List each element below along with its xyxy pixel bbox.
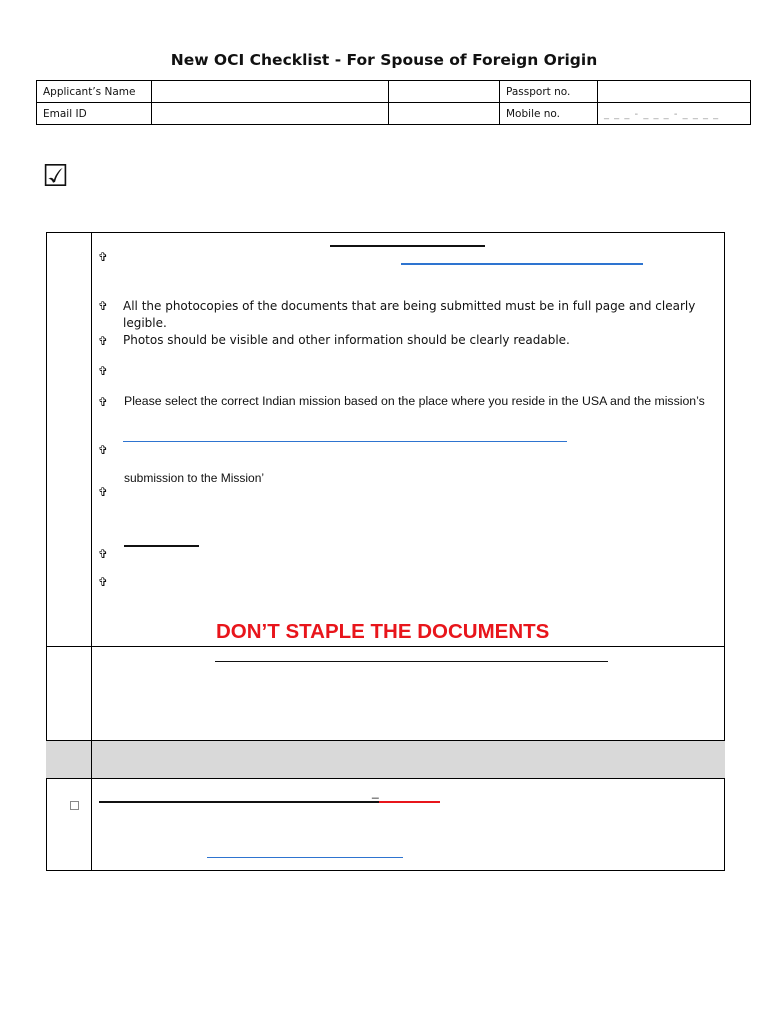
email-field[interactable] [152,103,389,125]
instruction-submission: submission to the Mission’ [124,471,265,485]
bullet-icon: ✞ [98,575,109,589]
row-divider [46,646,725,647]
instruction-photocopies: All the photocopies of the documents that are being submitted must be in full page and clearly legible. Photos should be visible and other information should be clearly readable. [123,299,696,347]
red-underline [379,801,440,803]
applicant-name-label: Applicant’s Name [37,81,152,103]
mobile-field[interactable] [598,103,751,125]
link-underline[interactable] [401,263,643,265]
bullet-icon: ✞ [98,443,109,457]
email-label: Email ID [37,103,152,125]
applicant-info-table [36,80,751,125]
table-row [37,81,751,103]
blank-cell [389,103,500,125]
section-header-row [46,740,725,779]
link-underline[interactable] [207,857,403,858]
bullet-icon: ✞ [98,395,109,409]
instruction-mission-select: Please select the correct Indian mission based on the place where you reside in the USA and the mission’s [124,394,705,408]
underline [330,245,485,247]
table-row [37,103,751,125]
staple-warning: DON’T STAPLE THE DOCUMENTS [216,620,550,643]
underline [124,545,199,547]
bullet-icon: ✞ [98,334,109,348]
underline [99,801,379,803]
passport-field[interactable] [598,81,751,103]
underline [215,661,608,662]
bullet-icon: ✞ [98,547,109,561]
checkbox-checked-icon: ☑ [42,159,69,194]
mobile-mask: _ _ _ - _ _ _ - _ _ _ _ [604,108,720,120]
blank-cell [389,81,500,103]
passport-label: Passport no. [500,81,598,103]
link-underline[interactable] [123,441,567,442]
page-title: New OCI Checklist - For Spouse of Foreign Origin [170,51,598,69]
checkbox[interactable] [70,801,79,810]
mobile-label: Mobile no. [500,103,598,125]
column-divider [91,740,92,779]
bullet-icon: ✞ [98,299,109,313]
bullet-icon: ✞ [98,364,109,378]
bullet-icon: ✞ [98,485,109,499]
dash-mark: _ [372,785,379,799]
applicant-name-field[interactable] [152,81,389,103]
bullet-icon: ✞ [98,250,109,264]
